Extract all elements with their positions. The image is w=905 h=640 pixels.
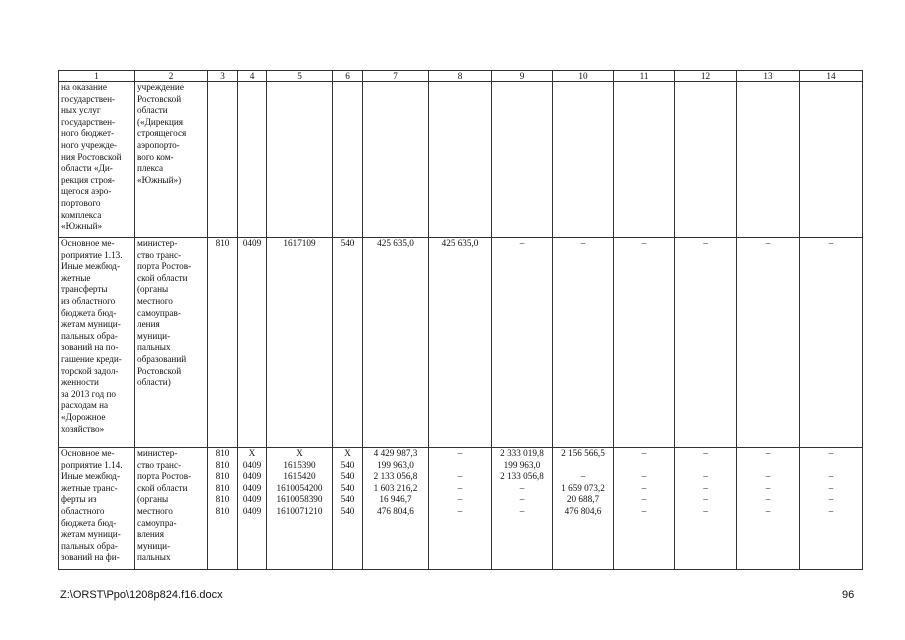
amount-line: 1615390 xyxy=(283,459,316,470)
column-header: 11 xyxy=(614,71,675,82)
amount-line: – xyxy=(580,471,586,482)
amount-line: 16 946,7 xyxy=(379,494,412,505)
amount-cell: – xyxy=(800,238,863,448)
amount-line: – xyxy=(765,482,771,493)
amount-line: – xyxy=(703,448,708,458)
amount-line: 810 xyxy=(215,494,230,505)
amount-line: 1 659 073,2 xyxy=(561,482,605,493)
amount-line: – xyxy=(765,448,771,458)
column-header: 2 xyxy=(135,71,208,82)
amount-line: 1 603 216,2 xyxy=(373,482,418,493)
amount-line: – xyxy=(457,471,463,482)
executor-cell: учреждение Ростовской области («Дирекция строящегося аэропорто- вого ком- плекса «Южный») xyxy=(135,82,208,238)
amount-line: – xyxy=(703,482,708,493)
column-number-row xyxy=(59,71,863,82)
amount-line: 0409 xyxy=(242,505,262,516)
amount-line: 810 xyxy=(215,448,230,458)
measure-name-cell: Основное ме- роприятие 1.13. Иные межбюд- жетные трансферты из областного бюджета бюд- жетам муници- пальных обра- зований на по- гашение креди- торской задол- женности за 2013 год по расходам на «Дорожное хозяйство» xyxy=(59,238,135,448)
amount-line: 4 429 987,3 xyxy=(373,448,418,458)
amount-cell: – xyxy=(492,238,553,448)
amount-line: 810 xyxy=(215,505,230,516)
executor-cell: министер- ство транс- порта Ростов- ской области (органы местного самоуправ- ления муници- пальных образований Ростовской области) xyxy=(135,238,208,448)
grbs-code-cell: 810 xyxy=(208,238,238,448)
measure-name-cell: Основное ме- роприятие 1.14. Иные межбюд- жетные транс- ферты из областного бюджета бюд- жетам муници- пальных обра- зований на фи- xyxy=(59,448,135,570)
amount-line: – xyxy=(641,482,647,493)
amount-line: X xyxy=(248,448,256,458)
amount-line xyxy=(555,460,611,472)
column-header: 4 xyxy=(238,71,267,82)
amount-line: – xyxy=(765,471,771,482)
amount-cell: 425 635,0 xyxy=(429,238,492,448)
column-header: 5 xyxy=(267,71,333,82)
amount-line: – xyxy=(765,505,771,516)
amount-line: X xyxy=(344,448,351,458)
amount-line: 2 133 056,8 xyxy=(500,471,544,482)
amount-line: – xyxy=(519,482,525,493)
amount-line: – xyxy=(641,448,647,458)
amount-line: 20 688,7 xyxy=(566,494,600,505)
amount-line: – xyxy=(828,448,834,458)
column-header: 3 xyxy=(208,71,238,82)
amount-line: 199 963,0 xyxy=(377,459,414,470)
amount-line: 2 333 019,8 xyxy=(500,448,544,458)
column-header: 8 xyxy=(429,71,492,82)
amount-line: – xyxy=(703,471,708,482)
amount-line: 0409 xyxy=(242,482,262,493)
rzpr-code-cell: 0409 xyxy=(238,238,267,448)
column-header: 12 xyxy=(675,71,737,82)
amount-line: – xyxy=(765,494,771,505)
amount-cell xyxy=(800,448,863,570)
measure-name-cell: на оказание государствен- ных услуг государствен- ного бюджет- ного учрежде- ния Ростовской области «Ди- рекция строя- щегося аэро- портового комплекса «Южный» xyxy=(59,82,135,238)
amount-line: – xyxy=(519,505,525,516)
amount-line: 0409 xyxy=(242,471,262,482)
amount-line: – xyxy=(457,505,463,516)
amount-line: – xyxy=(828,505,834,516)
column-header: 14 xyxy=(800,71,863,82)
table-row xyxy=(59,238,863,448)
amount-line: – xyxy=(703,505,708,516)
amount-line: 810 xyxy=(215,482,230,493)
amount-cell xyxy=(429,448,492,570)
amount-line: 0409 xyxy=(242,459,262,470)
amount-line: 810 xyxy=(215,471,230,482)
csr-code-cell: 1617109 xyxy=(267,238,333,448)
amount-cell: – xyxy=(614,238,675,448)
amount-line xyxy=(739,460,797,472)
column-header: 6 xyxy=(333,71,363,82)
vr-code-cell: 540 xyxy=(333,238,363,448)
amount-cell xyxy=(553,448,614,570)
amount-line: 1610054200 xyxy=(276,482,323,493)
amount-line: – xyxy=(641,505,647,516)
amount-cell: 425 635,0 xyxy=(363,238,429,448)
amount-line: – xyxy=(641,494,647,505)
amount-line: 540 xyxy=(340,505,355,516)
amount-line: 540 xyxy=(340,471,355,482)
executor-cell: министер- ство транс- порта Ростов- ской области (органы местного самоупра- вления муници- пальных xyxy=(135,448,208,570)
amount-cell: – xyxy=(553,238,614,448)
amount-line xyxy=(802,460,860,472)
amount-line: 199 963,0 xyxy=(503,459,541,470)
amount-line: 2 156 566,5 xyxy=(561,448,605,458)
amount-cell: – xyxy=(675,238,737,448)
amount-line: – xyxy=(457,448,463,458)
amount-line: 540 xyxy=(340,482,355,493)
amount-line xyxy=(677,460,734,472)
rzpr-code-cell xyxy=(238,448,267,570)
vr-code-cell xyxy=(333,448,363,570)
amount-line: 810 xyxy=(215,459,230,470)
amount-cell xyxy=(675,448,737,570)
amount-line xyxy=(431,460,489,472)
amount-line: – xyxy=(828,471,834,482)
budget-table xyxy=(58,70,863,570)
amount-line: 1610058390 xyxy=(276,494,323,505)
document-file-path: Z:\ORST\Ppo\1208p824.f16.docx xyxy=(60,589,223,601)
amount-line: X xyxy=(296,448,303,458)
amount-cell xyxy=(492,448,553,570)
amount-line: – xyxy=(457,494,463,505)
amount-cell xyxy=(614,448,675,570)
column-header: 1 xyxy=(59,71,135,82)
amount-line xyxy=(616,460,672,472)
amount-line: – xyxy=(828,494,834,505)
amount-cell: – xyxy=(737,238,800,448)
budget-table-sheet xyxy=(58,70,862,580)
amount-line: 1615420 xyxy=(283,471,316,482)
amount-line: 476 804,6 xyxy=(564,505,602,516)
amount-line: 540 xyxy=(340,459,355,470)
amount-line: 476 804,6 xyxy=(377,505,414,516)
column-header: 13 xyxy=(737,71,800,82)
amount-line: 1610071210 xyxy=(276,505,323,516)
amount-line: – xyxy=(828,482,834,493)
csr-code-cell xyxy=(267,448,333,570)
column-header: 10 xyxy=(553,71,614,82)
amount-line: – xyxy=(457,482,463,493)
table-row xyxy=(59,448,863,570)
grbs-code-cell xyxy=(208,448,238,570)
amount-line: 0409 xyxy=(242,494,262,505)
amount-cell xyxy=(737,448,800,570)
amount-line: 540 xyxy=(340,494,355,505)
amount-cell xyxy=(363,448,429,570)
amount-line: – xyxy=(519,494,525,505)
table-row xyxy=(59,82,863,238)
page-number: 96 xyxy=(842,589,855,601)
amount-line: – xyxy=(641,471,647,482)
column-header: 7 xyxy=(363,71,429,82)
amount-line: – xyxy=(703,494,708,505)
amount-line: 2 133 056,8 xyxy=(373,471,418,482)
column-header: 9 xyxy=(492,71,553,82)
